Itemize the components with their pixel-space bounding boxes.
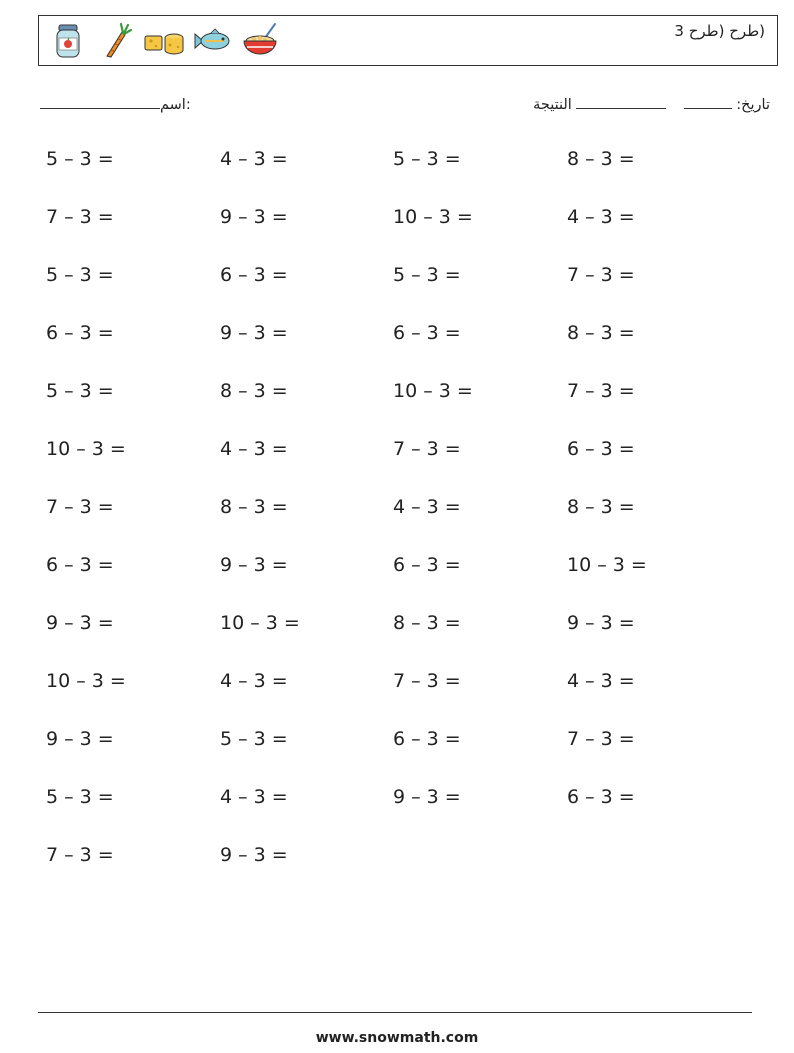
header-icons [47,20,281,62]
footer-website: www.snowmath.com [315,1030,479,1046]
problem: 8 – 3 = [567,496,635,518]
problem: 6 – 3 = [46,322,114,344]
problem: 9 – 3 = [46,612,114,634]
problem: 4 – 3 = [220,438,288,460]
problem: 4 – 3 = [393,496,461,518]
problem: 10 – 3 = [393,380,473,402]
problem: 10 – 3 = [220,612,300,634]
problem: 9 – 3 = [393,786,461,808]
name-blank[interactable] [40,94,160,109]
worksheet-title: (طرح (طرح 3 [674,22,765,40]
problem: 5 – 3 = [393,148,461,170]
score-label: النتيجة [533,97,572,113]
problem: 7 – 3 = [46,206,114,228]
problem: 9 – 3 = [220,844,288,866]
problem: 4 – 3 = [567,206,635,228]
problem: 6 – 3 = [567,786,635,808]
problem: 5 – 3 = [46,786,114,808]
problem: 4 – 3 = [567,670,635,692]
problem: 10 – 3 = [46,670,126,692]
problem: 8 – 3 = [220,380,288,402]
problem: 4 – 3 = [220,786,288,808]
name-label: اسم: [160,97,191,113]
jam-jar-icon [47,20,89,62]
problem: 9 – 3 = [220,206,288,228]
fish-icon [191,20,233,62]
problem: 8 – 3 = [220,496,288,518]
problem: 6 – 3 = [393,554,461,576]
problem: 5 – 3 = [46,148,114,170]
date-label: تاريخ: [736,97,770,113]
problem: 6 – 3 = [220,264,288,286]
problem: 8 – 3 = [393,612,461,634]
problem: 7 – 3 = [393,438,461,460]
problem: 10 – 3 = [46,438,126,460]
problem: 7 – 3 = [567,728,635,750]
problem: 5 – 3 = [220,728,288,750]
problem: 6 – 3 = [393,322,461,344]
carrot-icon [95,20,137,62]
score-blank[interactable] [576,94,666,109]
problem: 5 – 3 = [46,264,114,286]
problem: 7 – 3 = [46,844,114,866]
food-bowl-icon [239,20,281,62]
problem: 7 – 3 = [567,380,635,402]
problem: 9 – 3 = [46,728,114,750]
problem: 7 – 3 = [46,496,114,518]
problem: 4 – 3 = [220,148,288,170]
problem: 7 – 3 = [567,264,635,286]
problem: 9 – 3 = [567,612,635,634]
date-blank[interactable] [684,94,732,109]
cheese-icon [143,20,185,62]
problem: 10 – 3 = [393,206,473,228]
date-score-fields [533,94,770,113]
problem: 8 – 3 = [567,322,635,344]
problem: 9 – 3 = [220,554,288,576]
problem: 6 – 3 = [393,728,461,750]
problem: 5 – 3 = [46,380,114,402]
problem: 8 – 3 = [567,148,635,170]
problem: 6 – 3 = [567,438,635,460]
problem: 5 – 3 = [393,264,461,286]
problem: 9 – 3 = [220,322,288,344]
problem: 4 – 3 = [220,670,288,692]
worksheet-header [38,15,778,66]
name-field [40,94,191,113]
problem: 7 – 3 = [393,670,461,692]
problem: 10 – 3 = [567,554,647,576]
problem: 6 – 3 = [46,554,114,576]
footer-divider [38,1012,752,1013]
